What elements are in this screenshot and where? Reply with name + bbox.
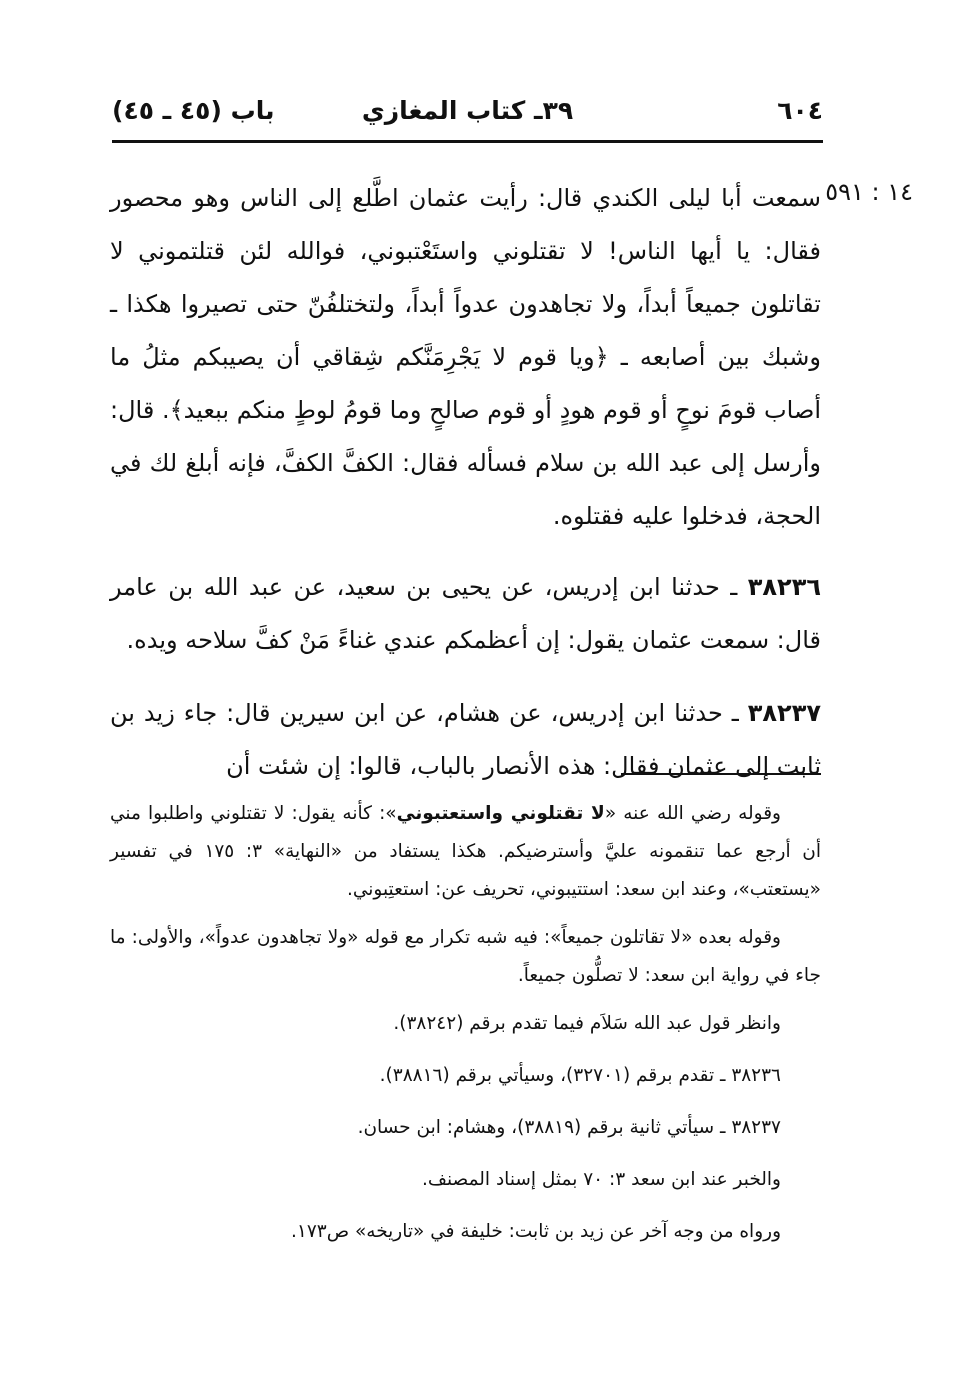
header-divider: [112, 140, 823, 143]
hadith-text: ـ حدثنا ابن إدريس، عن هشام، عن ابن سيرين قال: جاء زيد بن ثابت إلى عثمان فقال: هذه الأنصار بالباب، قالوا: إن شئت أن: [110, 699, 821, 780]
section-title: باب (٤٥ ـ ٤٥): [112, 96, 275, 125]
footnote-text: »: كأنه يقول: لا تقتلوني واطلبوا مني أن أرجع عما تنقمونه عليَّ وأسترضيكم. هكذا يستفاد من «النهاية» ٣: ١٧٥ في تفسير «يستعتب»، وعند ابن سعد: استتيبوني، تحريف عن: استعتِبوني.: [110, 803, 821, 900]
main-text: [110, 172, 821, 813]
footnote-3: وانظر قول عبد الله سَلاَم فيما تقدم برقم (٣٨٢٤٢).: [393, 1013, 781, 1034]
page-number: ٦٠٤: [777, 96, 823, 125]
chapter-title: ٣٩ـ كتاب المغازي: [361, 96, 574, 125]
hadith-number: ٣٨٢٣٦: [747, 573, 821, 601]
footnote-quote: لا تقتلوني واستعتبوني: [396, 803, 605, 824]
footnote-text: وقوله رضي الله عنه «: [604, 803, 781, 824]
hadith-text: ـ حدثنا ابن إدريس، عن يحيى بن سعيد، عن عبد الله بن عامر قال: سمعت عثمان يقول: إن أعظمكم عندي غناءً مَنْ كفَّ سلاحه ويده.: [110, 573, 821, 654]
footnote-7: ورواه من وجه آخر عن زيد بن ثابت: خليفة في «تاريخه» ص١٧٣.: [291, 1221, 781, 1242]
page-header: [112, 96, 823, 136]
hadith-38236: [110, 561, 821, 667]
paragraph-continuation: سمعت أبا ليلى الكندي قال: رأيت عثمان اطَّلع إلى الناس وهو محصور فقال: يا أيها الناس! لا تقتلوني واستَعْتبوني، فوالله لئن قتلتموني لا تقاتلون جميعاً أبداً، ولا تجاهدون عدواً أبداً، ولتختلفُنّ حتى تصيروا هكذا ـ وشبك بين أصابعه ـ ﴿ويا قوم لا يَجْرِمَنَّكم شِقاقي أن يصيبكم مثلُ ما أصاب قومَ نوحٍ أو قوم هودٍ أو قوم صالحٍ وما قومُ لوطٍ منكم ببعيد﴾. قال: وأرسل إلى عبد الله بن سلام فسأله فقال: الكفَّ الكفَّ، فإنه أبلغ لك في الحجة، فدخلوا عليه فقتلوه.: [110, 184, 821, 530]
hadith-38237: [110, 687, 821, 793]
footnote-separator: [621, 773, 821, 775]
footnote-4: ٣٨٢٣٦ ـ تقدم برقم (٣٢٧٠١)، وسيأتي برقم (٣٨٨١٦).: [379, 1065, 781, 1086]
footnote-6: والخبر عند ابن سعد ٣: ٧٠ بمثل إسناد المصنف.: [421, 1169, 781, 1190]
marginal-reference: ١٤ : ٥٩١: [825, 178, 913, 206]
footnote-2: وقوله بعده «لا تقاتلون جميعاً»: فيه شبه تكرار مع قوله «ولا تجاهدون عدواً»، والأولى: ما جاء في رواية ابن سعد: لا تصلُّون جميعاً.: [110, 927, 821, 986]
hadith-number: ٣٨٢٣٧: [747, 699, 821, 727]
footnotes: [110, 795, 821, 1265]
footnote-1: [110, 795, 821, 909]
footnote-5: ٣٨٢٣٧ ـ سيأتي ثانية برقم (٣٨٨١٩)، وهشام: ابن حسان.: [357, 1117, 781, 1138]
